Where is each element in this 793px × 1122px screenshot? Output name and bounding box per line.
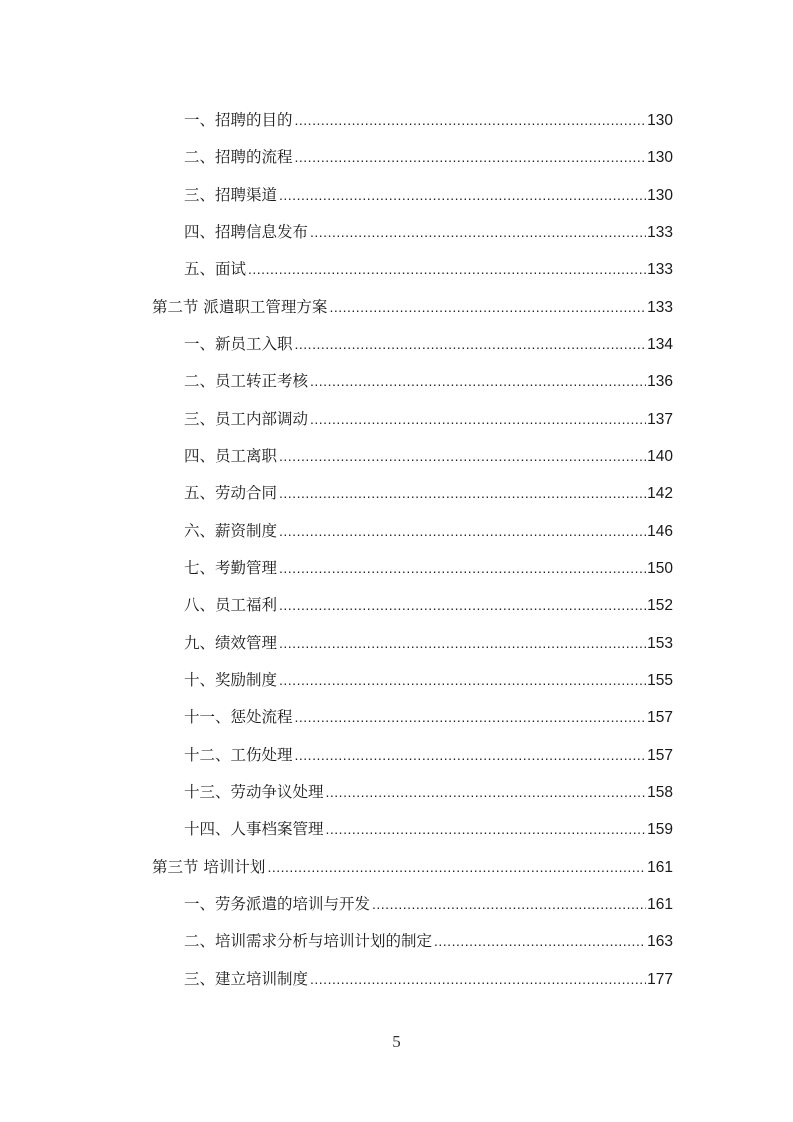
toc-entry[interactable]	[184, 557, 673, 579]
toc-entry[interactable]	[184, 370, 673, 392]
dot-leader	[279, 482, 646, 504]
dot-leader	[310, 968, 646, 990]
dot-leader	[434, 930, 646, 952]
toc-entry-page: 130	[647, 112, 673, 129]
toc-entry-page: 163	[647, 933, 673, 950]
dot-leader	[279, 669, 646, 691]
dot-leader	[267, 856, 646, 878]
dot-leader	[279, 594, 646, 616]
toc-section-heading[interactable]	[152, 856, 673, 878]
toc-entry-label: 四、员工离职	[184, 447, 278, 465]
toc-entry[interactable]	[184, 146, 673, 168]
toc-entry[interactable]	[184, 632, 673, 654]
toc-entry[interactable]	[184, 482, 673, 504]
dot-leader	[372, 893, 646, 915]
toc-entry-page: 161	[647, 859, 673, 876]
toc-entry-page: 158	[647, 784, 673, 801]
dot-leader	[295, 146, 647, 168]
toc-entry-page: 130	[647, 187, 673, 204]
toc-entry-page: 133	[647, 224, 673, 241]
toc-entry[interactable]	[184, 706, 673, 728]
dot-leader	[326, 818, 647, 840]
toc-entry[interactable]	[184, 781, 673, 803]
toc-entry-label: 六、薪资制度	[184, 522, 278, 540]
dot-leader	[279, 632, 646, 654]
toc-entry[interactable]	[184, 744, 673, 766]
toc-entry[interactable]	[184, 258, 673, 280]
toc-entry[interactable]	[184, 445, 673, 467]
dot-leader	[295, 706, 647, 728]
toc-entry-label: 二、招聘的流程	[184, 148, 293, 166]
toc-entry-page: 152	[647, 597, 673, 614]
toc-entry-label: 四、招聘信息发布	[184, 223, 309, 241]
toc-entry-label: 七、考勤管理	[184, 559, 278, 577]
dot-leader	[279, 520, 646, 542]
toc-entry[interactable]	[184, 930, 673, 952]
toc-entry-page: 177	[647, 971, 673, 988]
toc-entry[interactable]	[184, 594, 673, 616]
toc-entry[interactable]	[184, 893, 673, 915]
toc-entry-page: 133	[647, 261, 673, 278]
dot-leader	[295, 333, 647, 355]
toc-entry-page: 140	[647, 448, 673, 465]
toc-section-heading[interactable]	[152, 296, 673, 318]
toc-entry-label: 十二、工伤处理	[184, 746, 293, 764]
toc-entry-label: 第二节 派遣职工管理方案	[152, 298, 328, 316]
toc-entry-page: 137	[647, 411, 673, 428]
toc-entry-label: 十、奖励制度	[184, 671, 278, 689]
dot-leader	[279, 557, 646, 579]
toc-entry[interactable]	[184, 333, 673, 355]
dot-leader	[329, 296, 646, 318]
toc-entry-page: 159	[647, 821, 673, 838]
dot-leader	[310, 408, 646, 430]
dot-leader	[279, 445, 646, 467]
toc-entry-label: 五、劳动合同	[184, 484, 278, 502]
toc-entry-label: 三、招聘渠道	[184, 186, 278, 204]
toc-entry[interactable]	[184, 184, 673, 206]
toc-entry[interactable]	[184, 221, 673, 243]
dot-leader	[279, 184, 646, 206]
toc-entry-label: 一、劳务派遣的培训与开发	[184, 895, 371, 913]
toc-entry-label: 十四、人事档案管理	[184, 820, 324, 838]
toc-entry-page: 157	[647, 709, 673, 726]
toc-entry-label: 一、招聘的目的	[184, 111, 293, 129]
toc-entry-label: 九、绩效管理	[184, 634, 278, 652]
toc-entry-page: 153	[647, 635, 673, 652]
toc-entry-label: 十三、劳动争议处理	[184, 783, 324, 801]
dot-leader	[310, 221, 646, 243]
page-number: 5	[392, 1032, 401, 1051]
toc-entry-label: 二、培训需求分析与培训计划的制定	[184, 932, 433, 950]
dot-leader	[295, 744, 647, 766]
toc-entry-label: 一、新员工入职	[184, 335, 293, 353]
toc-entry-page: 142	[647, 485, 673, 502]
toc-entry-label: 三、员工内部调动	[184, 410, 309, 428]
toc-entry[interactable]	[184, 408, 673, 430]
toc-entry-page: 133	[647, 299, 673, 316]
toc-entry-label: 第三节 培训计划	[152, 858, 266, 876]
toc-entry-label: 八、员工福利	[184, 596, 278, 614]
toc-entry-page: 136	[647, 373, 673, 390]
toc-entry-page: 155	[647, 672, 673, 689]
toc-entry-page: 146	[647, 523, 673, 540]
dot-leader	[326, 781, 647, 803]
toc-entry-page: 157	[647, 747, 673, 764]
dot-leader	[295, 109, 647, 131]
toc-entry-page: 130	[647, 149, 673, 166]
toc-entry-label: 二、员工转正考核	[184, 372, 309, 390]
toc-entry[interactable]	[184, 818, 673, 840]
toc-entry[interactable]	[184, 520, 673, 542]
toc-entry-label: 三、建立培训制度	[184, 970, 309, 988]
toc-entry-page: 150	[647, 560, 673, 577]
toc-entry-page: 161	[647, 896, 673, 913]
toc-entry-label: 五、面试	[184, 260, 247, 278]
toc-entry[interactable]	[184, 669, 673, 691]
toc-entry[interactable]	[184, 968, 673, 990]
dot-leader	[310, 370, 646, 392]
toc-entry-page: 134	[647, 336, 673, 353]
dot-leader	[248, 258, 646, 280]
toc-entry[interactable]	[184, 109, 673, 131]
toc-entry-label: 十一、惩处流程	[184, 708, 293, 726]
